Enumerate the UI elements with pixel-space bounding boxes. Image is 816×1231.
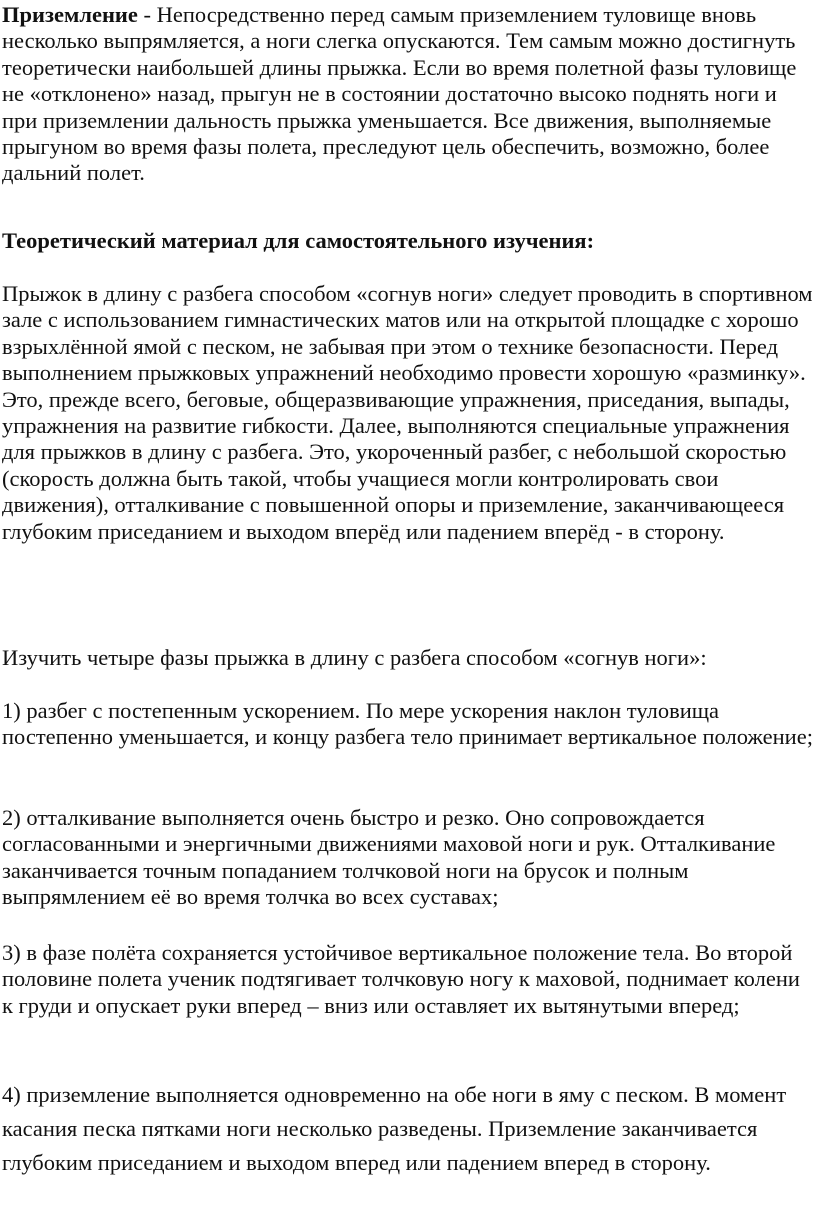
landing-text: - Непосредственно перед самым приземлением туловище вновь несколько выпрямляется, а ноги слегка опускаются. Тем самым можно достигнуть теоретически наибольшей длины прыжка. Если во время полетной фазы туловище не «отклонено» назад, прыгун не в состоянии достаточно высоко поднять ноги и при приземлении дальность прыжка уменьшается. Все движения, выполняемые прыгуном во время фазы полета, преследуют цель обеспечить, возможно, более дальний полет. [2,2,797,186]
phase-item: 4) приземление выполняется одновременно на обе ноги в яму с песком. В момент касания песка пятками ноги несколько разведены. Приземление заканчивается глубоким приседанием и выходом вперед или падением вперед в сторону. [2,1082,787,1175]
task-paragraph: Изучить четыре фазы прыжка в длину с разбега способом «согнув ноги»: [2,645,707,670]
phase-1-block [2,698,814,751]
section-heading: Теоретический материал для самостоятельного изучения: [2,228,595,253]
intro-block [2,281,814,545]
phase-item: 3) в фазе полёта сохраняется устойчивое вертикальное положение тела. Во второй половине полета ученик подтягивает толчковую ногу к маховой, поднимает колени к груди и опускает руки вперед – вниз или оставляет их вытянутыми вперед; [2,940,800,1018]
intro-paragraph: Прыжок в длину с разбега способом «согнув ноги» следует проводить в спортивном зале с использованием гимнастических матов или на открытой площадке с хорошо взрыхлённой ямой с песком, не забывая при этом о технике безопасности. Перед выполнением прыжковых упражнений необходимо провести хорошую «разминку». Это, прежде всего, беговые, общеразвивающие упражнения, приседания, выпады, упражнения на развитие гибкости. Далее, выполняются специальные упражнения для прыжков в длину с разбега. Это, укороченный разбег, с небольшой скоростью (скорость должна быть такой, чтобы учащиеся могли контролировать свои движения), отталкивание с повышенной опоры и приземление, заканчивающееся глубоким приседанием и выходом вперёд или падением вперёд - в сторону. [2,281,813,544]
landing-paragraph [2,2,814,187]
phase-item: 2) отталкивание выполняется очень быстро и резко. Оно сопровождается согласованными и энергичными движениями маховой ноги и рук. Отталкивание заканчивается точным попаданием толчковой ноги на брусок и полным выпрямлением её во время толчка во всех суставах; [2,805,776,910]
phase-2-block [2,805,814,911]
heading-block [2,228,814,254]
landing-term: Приземление [2,2,138,27]
phase-4-block [2,1078,814,1180]
landing-paragraph-block [2,2,814,187]
phase-item: 1) разбег с постепенным ускорением. По мере ускорения наклон туловища постепенно уменьшается, и концу разбега тело принимает вертикальное положение; [2,698,813,750]
phase-3-block [2,940,814,1019]
task-block [2,645,814,671]
